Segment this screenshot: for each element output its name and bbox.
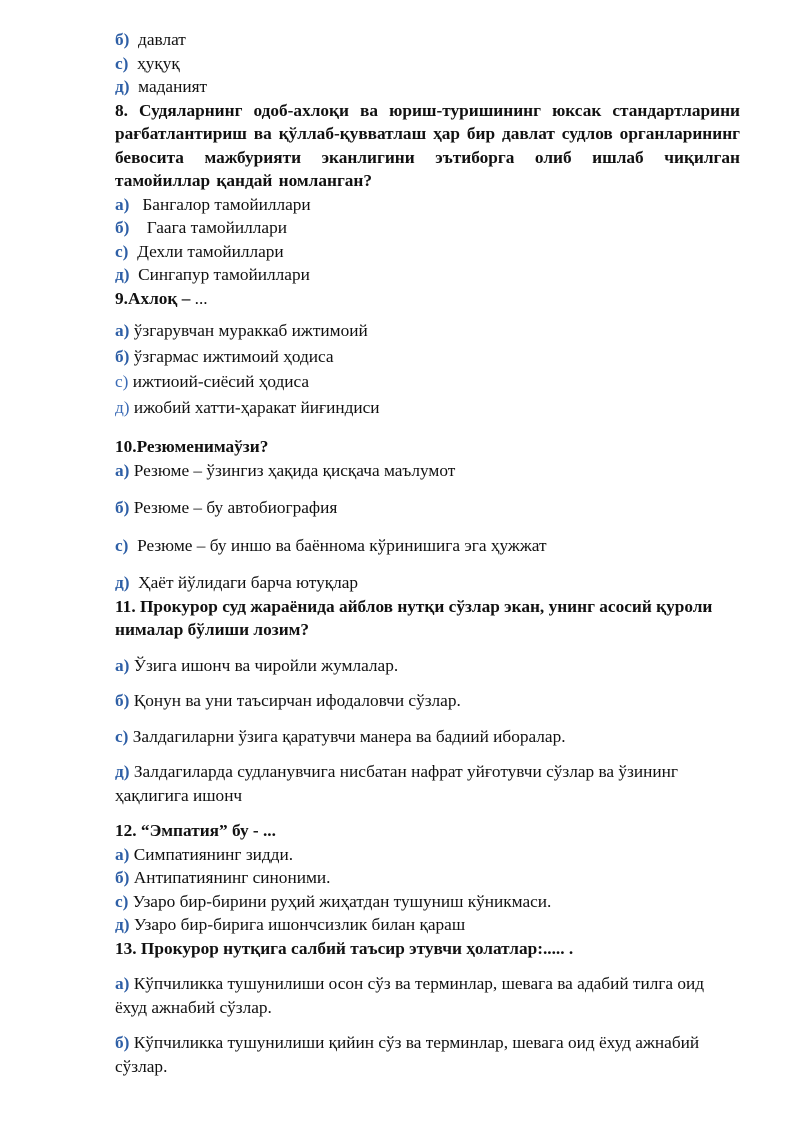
question-text: 11. Прокурор суд жараёнида айблов нутқи сўзлар экан, унинг асосий қуроли нималар бўлиши лозим?: [115, 596, 713, 639]
option-a: а) Симпатиянинг зидди.: [115, 844, 294, 864]
option-c: с) ҳуқуқ: [115, 53, 180, 73]
option-c: с) Узаро бир-бирини руҳий жиҳатдан тушуниш кўникмаси.: [115, 891, 552, 911]
q7-options: [115, 28, 740, 99]
option-c: с) Залдагиларни ўзига қаратувчи манера ва бадиий иборалар.: [115, 726, 566, 746]
option-c: с) ижтиоий-сиёсий ҳодиса: [115, 372, 310, 391]
option-b: б) Антипатиянинг синоними.: [115, 868, 331, 887]
question-10: [115, 435, 740, 595]
question-8: [115, 99, 740, 287]
option-d: д) Залдагиларда судланувчига нисбатан нафрат уйғотувчи сўзлар ва ўзининг ҳақлигига ишонч: [115, 762, 678, 805]
option-d: д) маданият: [115, 77, 208, 96]
question-11: [115, 595, 740, 808]
question-12: [115, 819, 740, 937]
option-b: б) Кўпчиликка тушунилиши қийин сўз ва терминлар, шевага оид ёхуд ажнабий сўзлар.: [115, 1033, 700, 1076]
option-b: б) давлат: [115, 30, 186, 49]
option-d: д) Узаро бир-бирига ишончсизлик билан қараш: [115, 915, 466, 934]
option-d: д) Ҳаёт йўлидаги барча ютуқлар: [115, 573, 359, 592]
document-page: [115, 28, 740, 1078]
option-d: д) Сингапур тамойиллари: [115, 265, 310, 284]
question-text: 10.Резюменимаўзи?: [115, 437, 269, 456]
question-13: [115, 937, 740, 1079]
option-a: а) Бангалор тамойиллари: [115, 194, 311, 214]
option-b: б) Гаага тамойиллари: [115, 218, 287, 237]
option-a: а) Кўпчиликка тушунилиши осон сўз ва терминлар, шевага ва адабий тилга оид ёхуд ажнабий сўзлар.: [115, 974, 705, 1017]
option-b: б) Қонун ва уни таъсирчан ифодаловчи сўзлар.: [115, 691, 461, 710]
question-text: 8. Судяларнинг одоб-ахлоқи ва юриш-туришининг юксак стандартларини рағбатлантириш ва қўллаб-қувватлаш ҳар бир давлат судлов органларининг бевосита мажбурияти эканлигини эътиборга олиб ишлаб чиқилган тамойиллар қандай номланган?: [115, 100, 740, 190]
option-d: д) ижобий хатти-ҳаракат йиғиндиси: [115, 397, 380, 417]
option-c: с) Дехли тамойиллари: [115, 241, 284, 261]
question-9: [115, 287, 740, 420]
option-a: а) ўзгарувчан мураккаб ижтимоий: [115, 321, 368, 340]
option-a: а) Резюме – ўзингиз ҳақида қисқача маълумот: [115, 460, 456, 480]
option-b: б) Резюме – бу автобиография: [115, 498, 338, 517]
option-a: а) Ўзига ишонч ва чиройли жумлалар.: [115, 655, 399, 675]
option-c: с) Резюме – бу иншо ва баённома кўринишига эга ҳужжат: [115, 535, 547, 555]
question-text: 12. “Эмпатия” бу - ...: [115, 821, 276, 840]
question-text: 9.Ахлоқ – ...: [115, 288, 208, 308]
question-text: 13. Прокурор нутқига салбий таъсир этувчи ҳолатлар:..... .: [115, 938, 574, 958]
option-b: б) ўзгармас ижтимоий ҳодиса: [115, 346, 334, 366]
